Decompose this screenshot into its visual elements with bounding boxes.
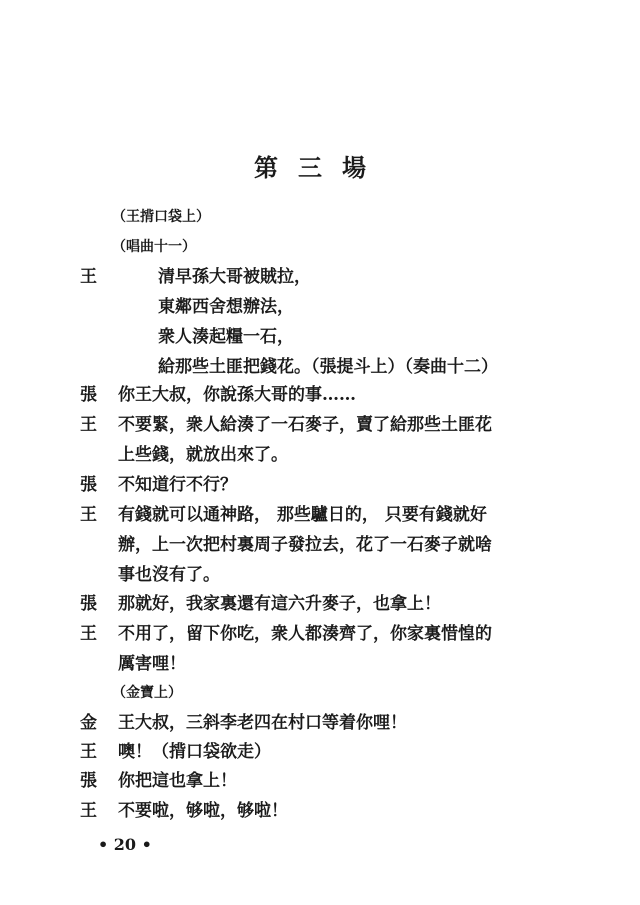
speaker-label: 張 bbox=[80, 385, 97, 405]
dialogue-line: 厲害哩！ bbox=[118, 654, 186, 674]
speaker-label: 張 bbox=[80, 771, 97, 791]
dialogue-line: 你王大叔，你說孫大哥的事…… bbox=[118, 385, 356, 405]
stage-direction: （金寶上） bbox=[112, 685, 182, 701]
speaker-label: 王 bbox=[80, 505, 97, 525]
dialogue-line: 那就好，我家裏還有這六升麥子，也拿上！ bbox=[118, 594, 441, 614]
dialogue-line: 衆人湊起糧一石， bbox=[158, 327, 294, 347]
speaker-label: 張 bbox=[80, 594, 97, 614]
speaker-label: 王 bbox=[80, 624, 97, 644]
dialogue-line: 不要啦，够啦，够啦！ bbox=[118, 801, 288, 821]
speaker-label: 王 bbox=[80, 742, 97, 762]
dialogue-line: 噢！（揹口袋欲走） bbox=[118, 742, 271, 762]
dialogue-line: 有錢就可以通神路， 那些驢日的， 只要有錢就好 bbox=[118, 505, 487, 525]
page-number: • 20 • bbox=[98, 835, 152, 854]
dialogue-line: 不要緊，衆人給湊了一石麥子，賣了給那些土匪花 bbox=[118, 415, 492, 435]
dialogue-line: 不用了，留下你吃，衆人都湊齊了，你家裏惜惶的 bbox=[118, 624, 492, 644]
dialogue-line: 王大叔，三斜李老四在村口等着你哩！ bbox=[118, 713, 407, 733]
stage-direction: （唱曲十一） bbox=[112, 239, 196, 255]
speaker-label: 王 bbox=[80, 801, 97, 821]
speaker-label: 張 bbox=[80, 475, 97, 495]
speaker-label: 王 bbox=[80, 267, 97, 287]
speaker-label: 金 bbox=[80, 713, 97, 733]
dialogue-line: 上些錢，就放出來了。 bbox=[118, 445, 288, 465]
dialogue-line: 辦，上一次把村裏周子發拉去，花了一石麥子就啥 bbox=[118, 535, 492, 555]
scene-title: 第三場 bbox=[254, 153, 386, 182]
dialogue-line: 東鄰西舍想辦法， bbox=[158, 297, 294, 317]
dialogue-line: 不知道行不行？ bbox=[118, 475, 237, 495]
dialogue-line: 清早孫大哥被賊拉， bbox=[158, 267, 311, 287]
dialogue-line: 你把這也拿上！ bbox=[118, 771, 237, 791]
stage-direction: （王揹口袋上） bbox=[112, 209, 210, 225]
dialogue-line: 事也沒有了。 bbox=[118, 565, 220, 585]
speaker-label: 王 bbox=[80, 415, 97, 435]
dialogue-line: 給那些土匪把錢花。（張提斗上）（奏曲十二） bbox=[158, 357, 498, 377]
